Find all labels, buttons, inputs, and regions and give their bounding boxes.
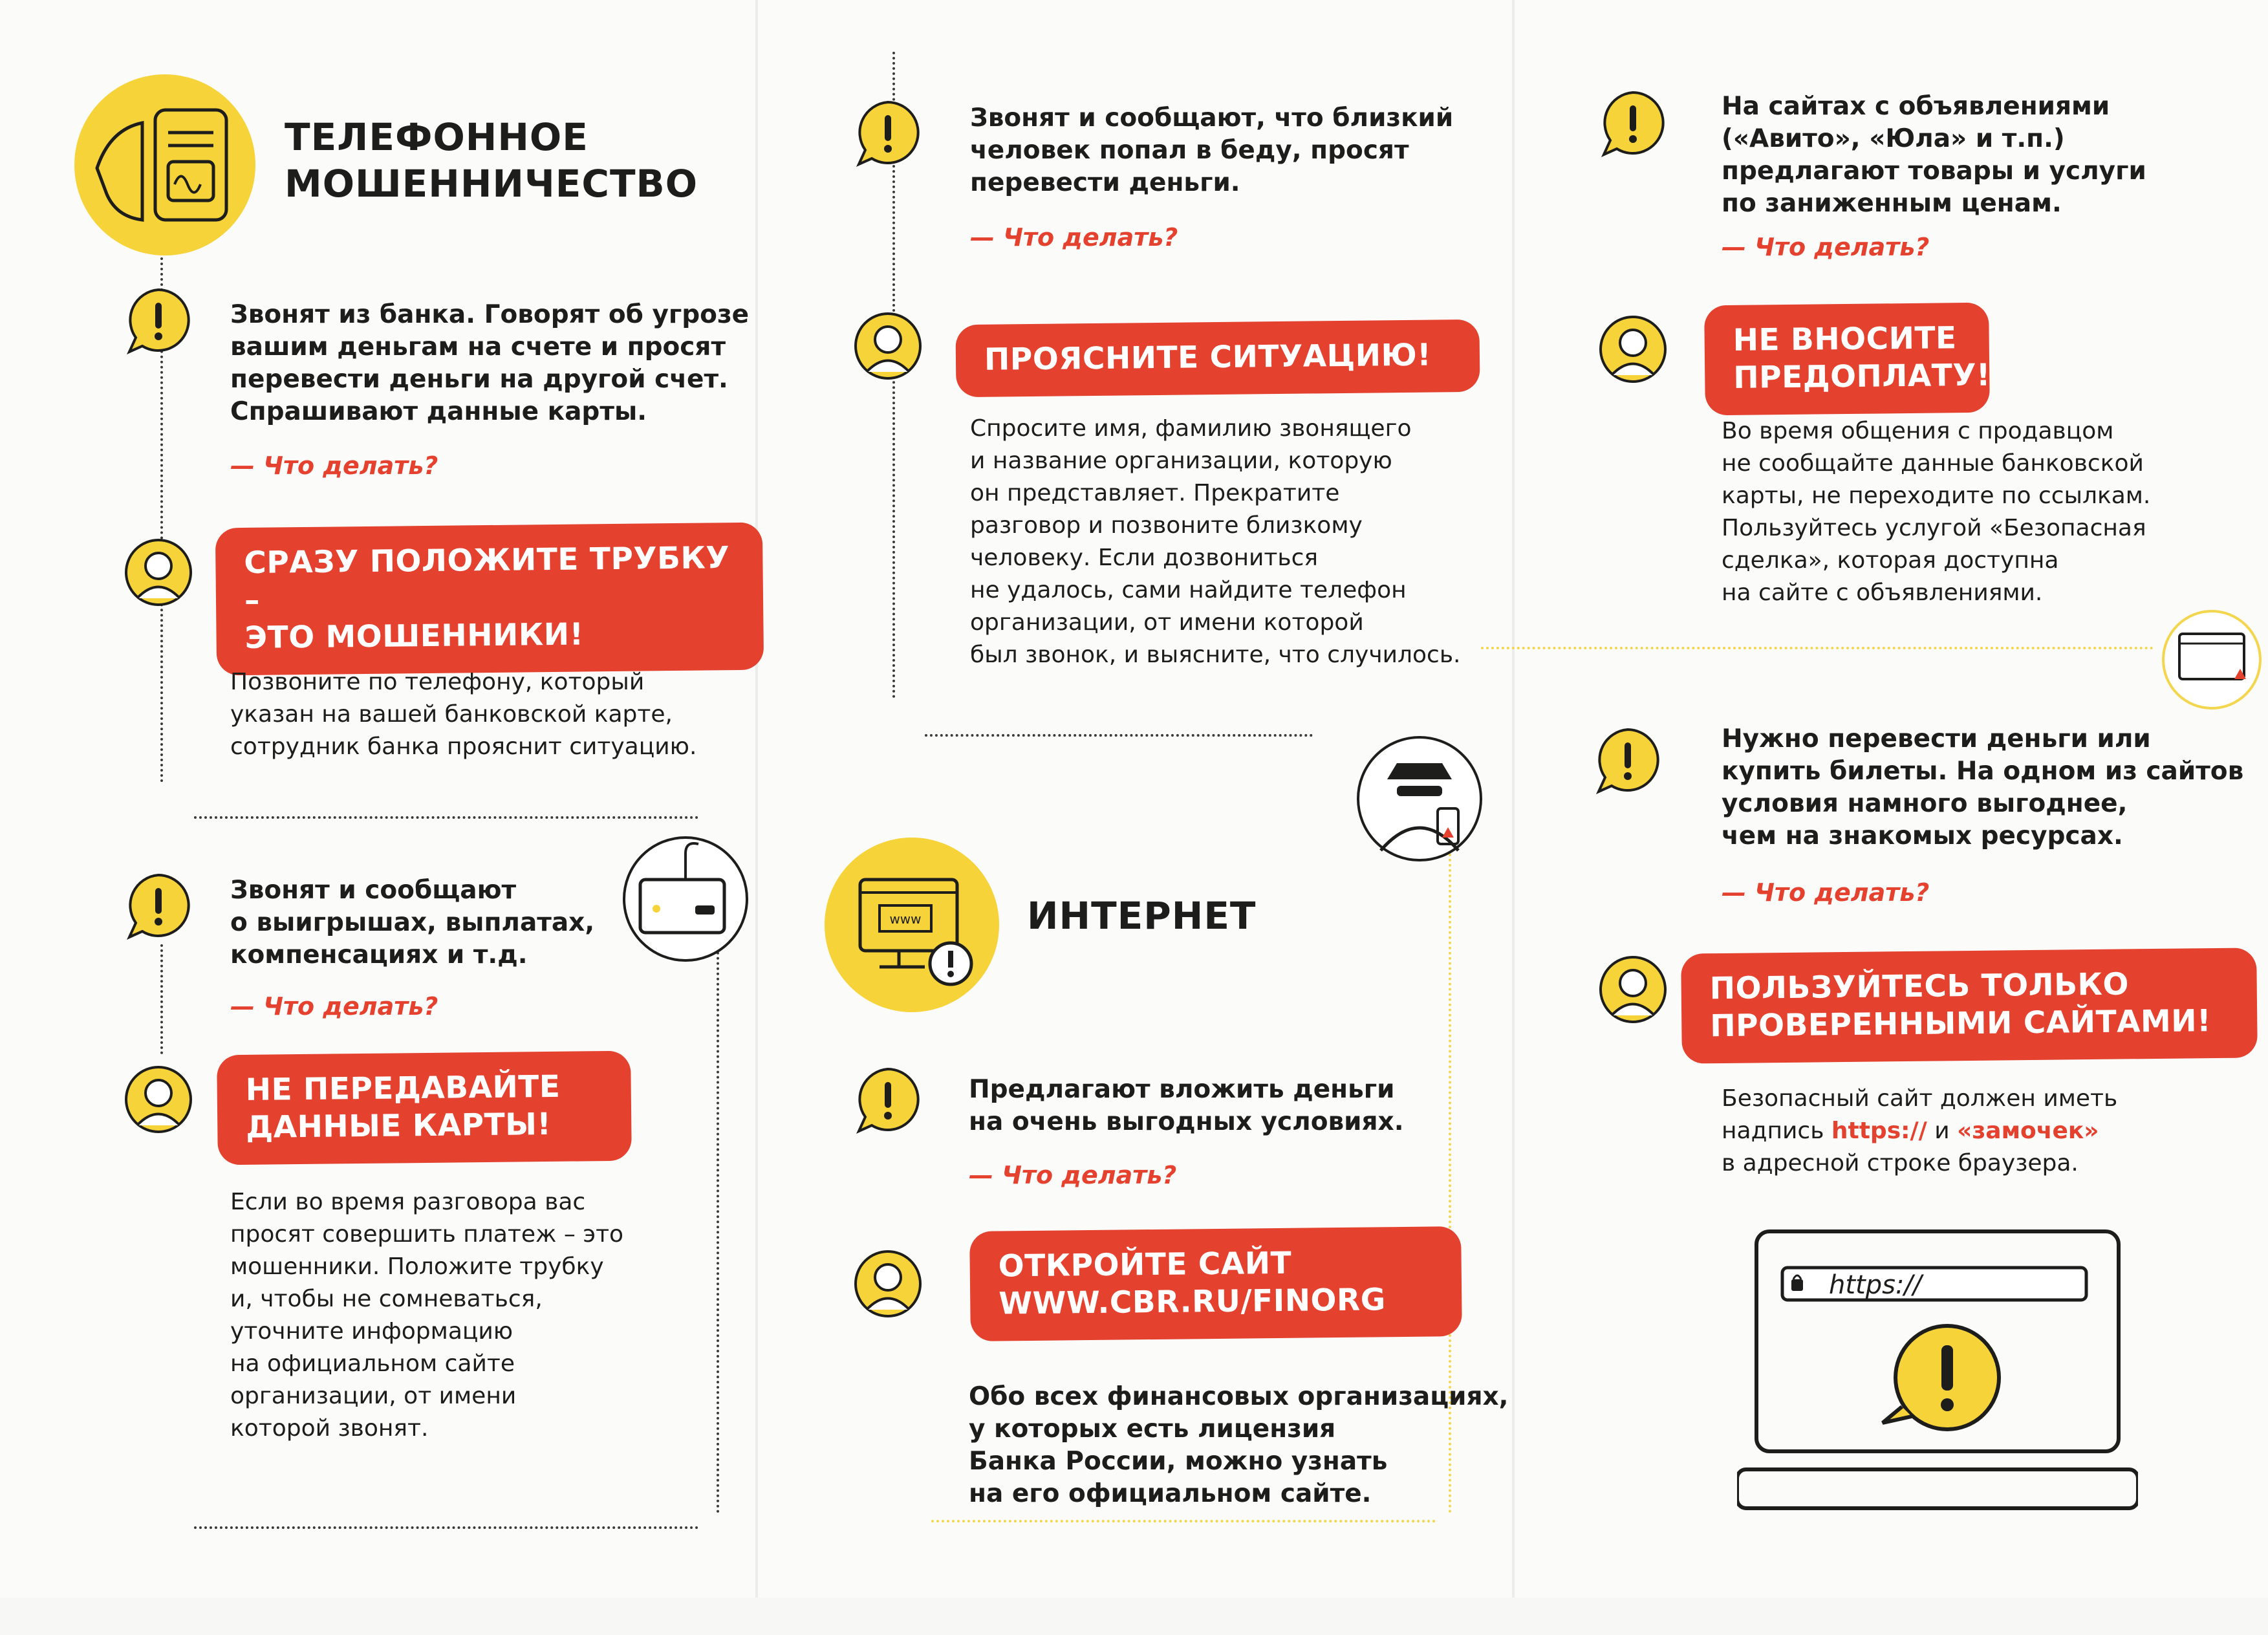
- case-explanation: Если во время разговора вас просят совершить платеж – это мошенники. Положите трубку и, чтобы не сомневаться, уточните информацию на официальном сайте организации, от имени которой звонят.: [230, 1189, 624, 1442]
- answer-banner: ОТКРОЙТЕ САЙТ WWW.CBR.RU/FINORG: [969, 1226, 1462, 1341]
- lock-highlight: «замочек»: [1957, 1118, 2099, 1144]
- internet-monitor-icon: [821, 834, 1002, 1015]
- case-explanation: Во время общения с продавцом не сообщайте данные банковской карты, не переходите по ссылкам. Пользуйтесь услугой «Безопасная сделка», которая доступна на сайте с объявлениями.: [1722, 418, 2151, 606]
- case-question: Звонят и сообщают о выигрышах, выплатах, компенсациях и т.д.: [230, 876, 595, 969]
- case-explanation: Обо всех финансовых организациях, у которых есть лицензия Банка России, можно узнать на его официальном сайте.: [969, 1382, 1509, 1508]
- advisor-avatar-icon: [123, 537, 194, 608]
- what-to-do-label: — Что делать?: [230, 992, 438, 1021]
- internet-title: ИНТЕРНЕТ: [1027, 894, 1257, 938]
- scammer-icon: [1355, 734, 1484, 863]
- fake-website-icon: [2160, 608, 2263, 711]
- laptop-illustration: [1756, 1229, 2119, 1500]
- case-question: Предлагают вложить деньги на очень выгодных условиях.: [969, 1075, 1404, 1136]
- what-to-do-label: — Что делать?: [230, 451, 438, 480]
- case-question: Нужно перевести деньги или купить билеты. На одном из сайтов условия намного выгоднее, чем на знакомых ресурсах.: [1722, 724, 2244, 850]
- warning-bubble-icon: [1597, 87, 1669, 158]
- answer-banner: ПРОЯСНИТЕ СИТУАЦИЮ!: [955, 319, 1480, 397]
- case-explanation: Позвоните по телефону, который указан на вашей банковской карте, сотрудник банка прояснит ситуацию.: [230, 669, 697, 760]
- phone-fraud-icon: [71, 71, 259, 259]
- advisor-avatar-icon: [852, 310, 923, 382]
- warning-bubble-icon: [1592, 724, 1663, 796]
- what-to-do-label: — Что делать?: [1722, 233, 1930, 261]
- warning-bubble-icon: [852, 1064, 923, 1135]
- case-explanation: Безопасный сайт должен иметь надпись https:// и «замочек» в адресной строке браузера.: [1722, 1085, 2118, 1176]
- advisor-avatar-icon: [852, 1248, 923, 1319]
- warning-bubble-icon: [852, 97, 923, 168]
- connector-line: [925, 734, 1313, 737]
- answer-banner: НЕ ВНОСИТЕ ПРЕДОПЛАТУ!: [1704, 303, 1990, 416]
- what-to-do-label: — Что делать?: [970, 223, 1178, 252]
- connector-line-yellow: [1481, 647, 2154, 649]
- bank-card-hook-icon: [621, 834, 750, 964]
- case-question: Звонят из банка. Говорят об угрозе вашим деньгам на счете и просят перевести деньги на другой счет. Спрашивают данные карты.: [230, 300, 750, 426]
- answer-banner: НЕ ПЕРЕДАВАЙТЕ ДАННЫЕ КАРТЫ!: [217, 1051, 632, 1165]
- connector-line: [194, 816, 698, 819]
- connector-line: [194, 1526, 698, 1529]
- answer-banner: ПОЛЬЗУЙТЕСЬ ТОЛЬКО ПРОВЕРЕННЫМИ САЙТАМИ!: [1681, 947, 2258, 1063]
- https-highlight: https://: [1831, 1118, 1927, 1144]
- connector-line: [160, 944, 163, 1054]
- address-bar-url: https://: [1829, 1270, 1922, 1300]
- advisor-avatar-icon: [1597, 954, 1669, 1025]
- connector-line-yellow: [931, 1520, 1436, 1522]
- warning-bubble-icon: [123, 285, 194, 356]
- case-question: Звонят и сообщают, что близкий человек попал в беду, просят перевести деньги.: [970, 103, 1454, 197]
- case-question: На сайтах с объявлениями («Авито», «Юла» и т.п.) предлагают товары и услуги по заниженным ценам.: [1722, 92, 2146, 218]
- case-explanation: Спросите имя, фамилию звонящего и название организации, которую он представляет. Прекратите разговор и позвоните близкому человеку. Если дозвониться не удалось, сами найдите телефон организации, от имени которой был звонок, и выясните, что случилось.: [970, 415, 1461, 668]
- what-to-do-label: — Что делать?: [1722, 878, 1930, 907]
- what-to-do-label: — Что делать?: [969, 1161, 1177, 1189]
- warning-bubble-icon: [123, 870, 194, 941]
- phone-fraud-title: ТЕЛЕФОННОЕ МОШЕННИЧЕСТВО: [285, 115, 698, 206]
- advisor-avatar-icon: [1597, 314, 1669, 385]
- answer-banner: СРАЗУ ПОЛОЖИТЕ ТРУБКУ – ЭТО МОШЕННИКИ!: [215, 523, 764, 676]
- advisor-avatar-icon: [123, 1064, 194, 1135]
- www-label: www: [889, 911, 922, 927]
